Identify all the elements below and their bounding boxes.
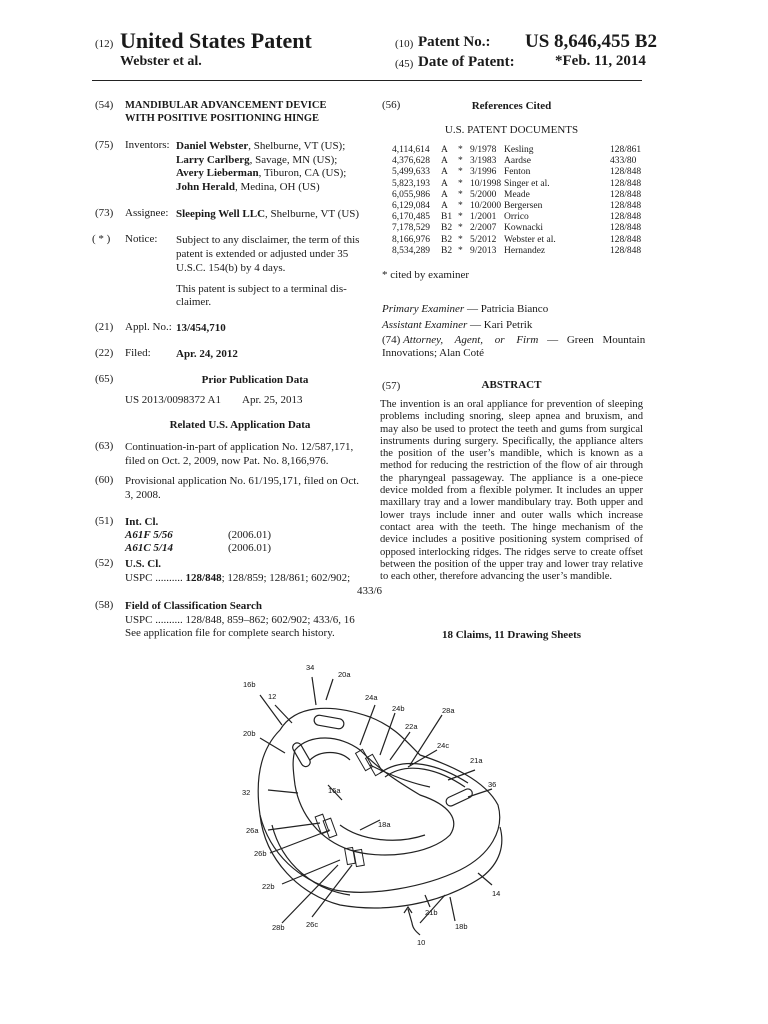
ref-class: 128/848 — [610, 234, 642, 245]
assistant-examiner: Assistant Examiner — Kari Petrik — [382, 319, 533, 331]
ref-label: 12 — [268, 692, 277, 701]
reference-row — [392, 167, 692, 178]
code-60: (60) — [95, 474, 114, 486]
ref-name: Webster et al. — [504, 234, 556, 245]
ref-star: * — [458, 156, 463, 167]
assignee-value: Sleeping Well LLC, Shelburne, VT (US) — [176, 208, 360, 220]
abstract-heading: ABSTRACT — [481, 379, 542, 391]
ref-date: 10/1998 — [470, 178, 502, 189]
ref-name: Aardse — [504, 156, 531, 167]
ref-name: Hernandez — [504, 245, 546, 256]
notice-line: Subject to any disclaimer, the term of this — [176, 234, 360, 246]
ref-star: * — [458, 189, 463, 200]
ref-label: 16b — [243, 680, 256, 689]
ref-label: 24b — [392, 704, 405, 713]
us-cl-last: 433/6 — [356, 585, 382, 597]
ref-name: Orrico — [504, 212, 529, 223]
date-label: Date of Patent: — [418, 54, 515, 70]
ref-date: 9/2013 — [470, 245, 497, 256]
ref-kind: A — [441, 156, 448, 167]
ref-star: * — [458, 223, 463, 234]
ref-name: Kesling — [504, 145, 534, 155]
ref-label: 18b — [455, 922, 468, 931]
ref-class: 128/848 — [610, 212, 642, 223]
filed-value: Apr. 24, 2012 — [176, 348, 238, 360]
ref-date: 2/2007 — [470, 223, 497, 234]
ref-number: 8,166,976 — [392, 234, 430, 245]
ref-date: 3/1983 — [470, 156, 497, 167]
code-75: (75) — [95, 139, 114, 151]
ref-name: Meade — [504, 189, 530, 200]
int-cl-version: (2006.01) — [228, 529, 272, 541]
invention-title-line2: WITH POSITIVE POSITIONING HINGE — [125, 113, 320, 124]
us-docs-heading: U.S. PATENT DOCUMENTS — [444, 124, 579, 136]
reference-row — [392, 145, 692, 156]
ref-label: 20b — [243, 729, 256, 738]
ref-number: 4,114,614 — [392, 145, 430, 155]
authors: Webster et al. — [120, 54, 202, 69]
patent-date: *Feb. 11, 2014 — [555, 53, 646, 69]
code-54: (54) — [95, 99, 114, 111]
related-line: Provisional application No. 61/195,171, filed on Oct. — [125, 475, 360, 487]
ref-label: 26a — [246, 826, 259, 835]
patent-office-title: United States Patent — [120, 28, 312, 53]
ref-label: 36 — [488, 780, 497, 789]
refs-heading: References Cited — [471, 100, 552, 112]
claims-sheets: 18 Claims, 11 Drawing Sheets — [441, 629, 582, 641]
ref-class: 128/848 — [610, 223, 642, 234]
ref-name: Bergersen — [504, 201, 543, 211]
ref-number: 7,178,529 — [392, 223, 430, 234]
inventors-label: Inventors: — [125, 139, 170, 151]
ref-label: 26c — [306, 920, 319, 929]
ref-number: 6,170,485 — [392, 212, 430, 223]
ref-class: 128/848 — [610, 201, 642, 211]
inventor-line: Larry Carlberg, Savage, MN (US); — [176, 154, 338, 166]
inventor-line: Daniel Webster, Shelburne, VT (US); — [176, 140, 346, 152]
cited-by-examiner: * cited by examiner — [382, 269, 470, 281]
prior-pub-number: US 2013/0098372 A1 — [125, 394, 221, 406]
code-56: (56) — [382, 99, 401, 111]
reference-row — [392, 190, 692, 201]
ref-date: 9/1978 — [470, 145, 497, 155]
ref-kind: B2 — [441, 245, 453, 256]
notice-line: U.S.C. 154(b) by 4 days. — [176, 262, 286, 274]
ref-class: 433/80 — [610, 156, 637, 167]
related-line: filed on Oct. 2, 2009, now Pat. No. 8,166,976. — [125, 455, 329, 467]
reference-row — [392, 235, 692, 246]
ref-date: 3/1996 — [470, 167, 497, 178]
ref-number: 5,823,193 — [392, 178, 430, 189]
int-cl-version: (2006.01) — [228, 542, 272, 554]
ref-kind: A — [441, 178, 448, 189]
ref-label: 20a — [338, 670, 351, 679]
ref-kind: A — [441, 189, 448, 200]
ref-star: * — [458, 201, 463, 211]
reference-row — [392, 156, 692, 167]
ref-label: 10 — [417, 938, 426, 947]
ref-label: 22b — [262, 882, 275, 891]
field-search-line: USPC .......... 128/848, 859–862; 602/902; 433/6, 16 — [125, 614, 355, 626]
field-search-label: Field of Classification Search — [125, 600, 262, 612]
code-63: (63) — [95, 440, 114, 452]
ref-label: 22a — [405, 722, 418, 731]
ref-kind: B1 — [441, 212, 453, 223]
code-51: (51) — [95, 515, 114, 527]
code-45: (45) — [395, 58, 414, 70]
ref-name: Kownacki — [504, 223, 544, 234]
ref-kind: A — [441, 167, 448, 178]
field-search-line: See application file for complete search history. — [125, 627, 335, 639]
patent-number: US 8,646,455 B2 — [525, 31, 657, 52]
code-65: (65) — [95, 373, 114, 385]
ref-kind: B2 — [441, 234, 453, 245]
code-58: (58) — [95, 599, 114, 611]
code-57: (57) — [382, 380, 401, 392]
code-12: (12) — [95, 38, 114, 50]
notice-line: This patent is subject to a terminal dis- — [176, 283, 347, 295]
ref-class: 128/848 — [610, 167, 642, 178]
ref-label: 26b — [254, 849, 267, 858]
abstract-text: The invention is an oral appliance for prevention of sleeping problems including snoring, sleep apnea and bruxism, and may also be used to protect the teeth and gums from surgical instruments during surgery. Specifically, the appliance alters the position of the user’s mandible, which is known as a method for reducing the restriction of the flow of air through the pharyngeal passageway. The appliance is a one-piece device molded from a flexible polymer. It includes an upper maxillary tray and a lower mandibulary tray. Both upper and lower trays include inner and outer walls which increase contact area with the teeth. The hinge mechanism of the device includes a positive positioning system comprised of opposed interlocking ridges. The ridges serve to create offset between the position of the upper tray and lower tray relative to each other, therefore advancing the user’s mandible. — [380, 399, 643, 583]
prior-pub-heading: Prior Publication Data — [201, 374, 309, 386]
ref-label: 24c — [437, 741, 450, 750]
attorney-line2: Innovations; Alan Coté — [382, 347, 485, 359]
ref-number: 4,376,628 — [392, 156, 430, 167]
ref-number: 5,499,633 — [392, 167, 430, 178]
reference-row — [392, 212, 692, 223]
ref-class: 128/861 — [610, 145, 642, 155]
ref-label: 24a — [365, 693, 378, 702]
ref-name: Singer et al. — [504, 178, 550, 189]
ref-label: 18a — [378, 820, 391, 829]
ref-kind: A — [441, 201, 448, 211]
ref-label: 21a — [470, 756, 483, 765]
related-line: Continuation-in-part of application No. 12/587,171, — [125, 441, 354, 453]
appl-no-value: 13/454,710 — [176, 322, 226, 334]
ref-name: Fenton — [504, 167, 531, 178]
ref-date: 1/2001 — [470, 212, 497, 223]
ref-star: * — [458, 178, 463, 189]
us-cl-value: USPC .......... 128/848; 128/859; 128/861; 602/902; — [125, 572, 351, 584]
ref-date: 5/2012 — [470, 234, 497, 245]
inventor-line: Avery Lieberman, Tiburon, CA (US); — [176, 167, 347, 179]
assignee-label: Assignee: — [125, 207, 169, 219]
ref-kind: B2 — [441, 223, 453, 234]
code-22: (22) — [95, 347, 114, 359]
ref-label: 28b — [272, 923, 285, 932]
reference-row — [392, 201, 692, 212]
us-cl-label: U.S. Cl. — [125, 558, 162, 570]
inventor-line: John Herald, Medina, OH (US) — [176, 181, 320, 193]
ref-number: 6,129,084 — [392, 201, 430, 211]
ref-class: 128/848 — [610, 245, 642, 256]
int-cl-class: A61F 5/56 — [125, 529, 173, 541]
code-10: (10) — [395, 38, 414, 50]
invention-title-line1: MANDIBULAR ADVANCEMENT DEVICE — [125, 100, 327, 111]
ref-star: * — [458, 212, 463, 223]
references-table — [392, 145, 652, 265]
ref-label: 32 — [242, 788, 251, 797]
header-divider — [92, 80, 642, 81]
filed-label: Filed: — [125, 347, 151, 359]
ref-star: * — [458, 245, 463, 256]
ref-star: * — [458, 145, 463, 155]
related-heading: Related U.S. Application Data — [169, 419, 311, 431]
reference-labels — [242, 663, 500, 947]
related-line: 3, 2008. — [125, 489, 161, 501]
patent-no-label: Patent No.: — [418, 34, 491, 50]
int-cl-class: A61C 5/14 — [125, 542, 173, 554]
reference-row — [392, 223, 692, 234]
ref-number: 6,055,986 — [392, 189, 430, 200]
ref-date: 10/2000 — [470, 201, 502, 211]
ref-label: 14 — [492, 889, 501, 898]
ref-star: * — [458, 167, 463, 178]
code-21: (21) — [95, 321, 114, 333]
int-cl-label: Int. Cl. — [125, 516, 159, 528]
ref-label: 34 — [306, 663, 315, 672]
code-73: (73) — [95, 207, 114, 219]
ref-class: 128/848 — [610, 178, 642, 189]
notice-label: Notice: — [125, 233, 158, 245]
ref-star: * — [458, 234, 463, 245]
ref-date: 5/2000 — [470, 189, 497, 200]
patent-drawing — [220, 655, 520, 955]
reference-row — [392, 179, 692, 190]
ref-number: 8,534,289 — [392, 245, 430, 256]
ref-kind: A — [441, 145, 448, 155]
code-notice: ( * ) — [92, 233, 111, 245]
primary-examiner: Primary Examiner — Patricia Bianco — [382, 303, 549, 315]
attorney-line1: (74) Attorney, Agent, or Firm — Green Mountain — [382, 334, 646, 346]
notice-line: patent is extended or adjusted under 35 — [176, 248, 349, 260]
reference-row — [392, 246, 692, 257]
code-52: (52) — [95, 557, 114, 569]
ref-class: 128/848 — [610, 189, 642, 200]
prior-pub-date: Apr. 25, 2013 — [242, 394, 303, 406]
mouthguard-outline — [258, 677, 502, 935]
appl-no-label: Appl. No.: — [125, 321, 172, 333]
ref-label: 28a — [442, 706, 455, 715]
notice-line: claimer. — [176, 296, 212, 308]
ref-label: 21b — [425, 908, 438, 917]
ref-label: 16a — [328, 786, 341, 795]
